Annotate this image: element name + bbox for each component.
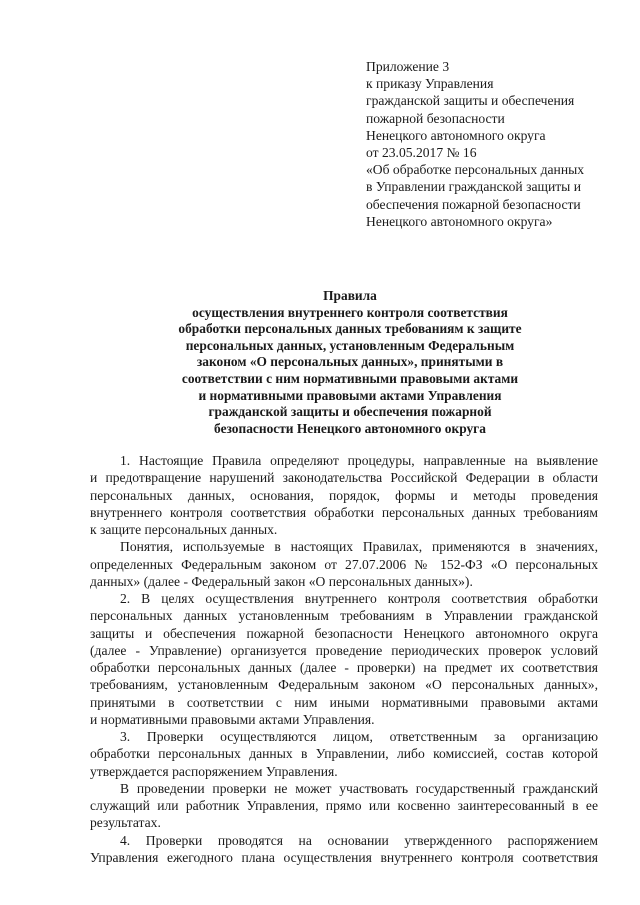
title-line: Правила xyxy=(323,288,377,303)
body-line: Понятия, используемые в настоящих Правилах, применяются в значениях, xyxy=(120,539,598,555)
appendix-line: Приложение 3 xyxy=(366,59,450,74)
body-line: требованиям, установленным Федеральным законом «О персональных данных», xyxy=(90,677,598,693)
body-line: 2. В целях осуществления внутреннего контроля соответствия обработки xyxy=(120,591,598,606)
body-line: 3. Проверки осуществляются лицом, ответственным за организацию xyxy=(120,729,598,744)
body-line: обработки персональных данных в Управлении, либо комиссией, состав которой xyxy=(90,746,598,762)
body-line: защиты и обеспечения пожарной безопасности Ненецкого автономного округа xyxy=(90,625,598,641)
body-line: определенных Федеральным законом от 27.07.2006 № 152-ФЗ «О персональных xyxy=(90,556,598,572)
document-title xyxy=(60,288,640,437)
body-line: к защите персональных данных. xyxy=(90,522,278,537)
title-line: соответствии с ним нормативными правовыми актами xyxy=(181,370,519,386)
body-line: и нормативными правовыми актами Управления. xyxy=(90,711,375,727)
body-line: результатах. xyxy=(90,815,161,831)
appendix-line: гражданской защиты и обеспечения xyxy=(366,93,575,109)
body-line: данных» (далее - Федеральный закон «О персональных данных»). xyxy=(90,573,473,589)
body-line: служащий или работник Управления, прямо или косвенно заинтересованный в ее xyxy=(90,798,598,813)
body-line: обработки персональных данных (далее - проверки) на предмет их соответствия xyxy=(90,660,598,675)
appendix-line: в Управлении гражданской защиты и xyxy=(366,179,581,195)
appendix-line: к приказу Управления xyxy=(366,76,494,92)
appendix-line: Ненецкого автономного округа xyxy=(366,127,546,143)
body-line: внутреннего контроля соответствия обработки персональных данных требованиям xyxy=(90,504,598,520)
appendix-line: пожарной безопасности xyxy=(366,110,505,126)
body-line: 4. Проверки проводятся на основании утвержденного распоряжением xyxy=(120,832,598,848)
appendix-line: Ненецкого автономного округа» xyxy=(366,213,553,229)
title-line: обработки персональных данных требованиям к защите xyxy=(178,321,522,337)
title-line: безопасности Ненецкого автономного округа xyxy=(214,420,486,436)
body-line: принятыми в соответствии с ним иными нормативными правовыми актами xyxy=(90,694,598,710)
body-line: Управления ежегодного плана осуществления внутреннего контроля соответствия xyxy=(90,849,598,865)
title-line: и нормативными правовыми актами Управления xyxy=(198,387,502,403)
body-line: персональных данных установленным требованиям в Управлении гражданской xyxy=(90,608,598,624)
title-line: законом «О персональных данных», принятыми в xyxy=(196,354,504,370)
body-line: (далее - Управление) организуется проведение периодических проверок условий xyxy=(90,642,598,658)
document-body xyxy=(90,452,598,866)
appendix-line: «Об обработке персональных данных xyxy=(366,162,585,178)
appendix-line: обеспечения пожарной безопасности xyxy=(366,196,581,212)
body-line: В проведении проверки не может участвовать государственный гражданский xyxy=(120,780,598,796)
body-line: 1. Настоящие Правила определяют процедуры, направленные на выявление xyxy=(120,453,598,468)
title-line: персональных данных, установленным Федеральным xyxy=(185,337,515,353)
body-line: утверждается распоряжением Управления. xyxy=(90,763,338,779)
appendix-line: от 23.05.2017 № 16 xyxy=(366,145,477,161)
body-line: и предотвращение нарушений законодательства Российской Федерации в области xyxy=(90,470,598,486)
appendix-block xyxy=(366,58,628,230)
body-line: персональных данных, основания, порядок, формы и методы проведения xyxy=(90,487,598,503)
title-line: осуществления внутреннего контроля соответствия xyxy=(192,304,508,320)
title-line: гражданской защиты и обеспечения пожарной xyxy=(208,404,492,420)
